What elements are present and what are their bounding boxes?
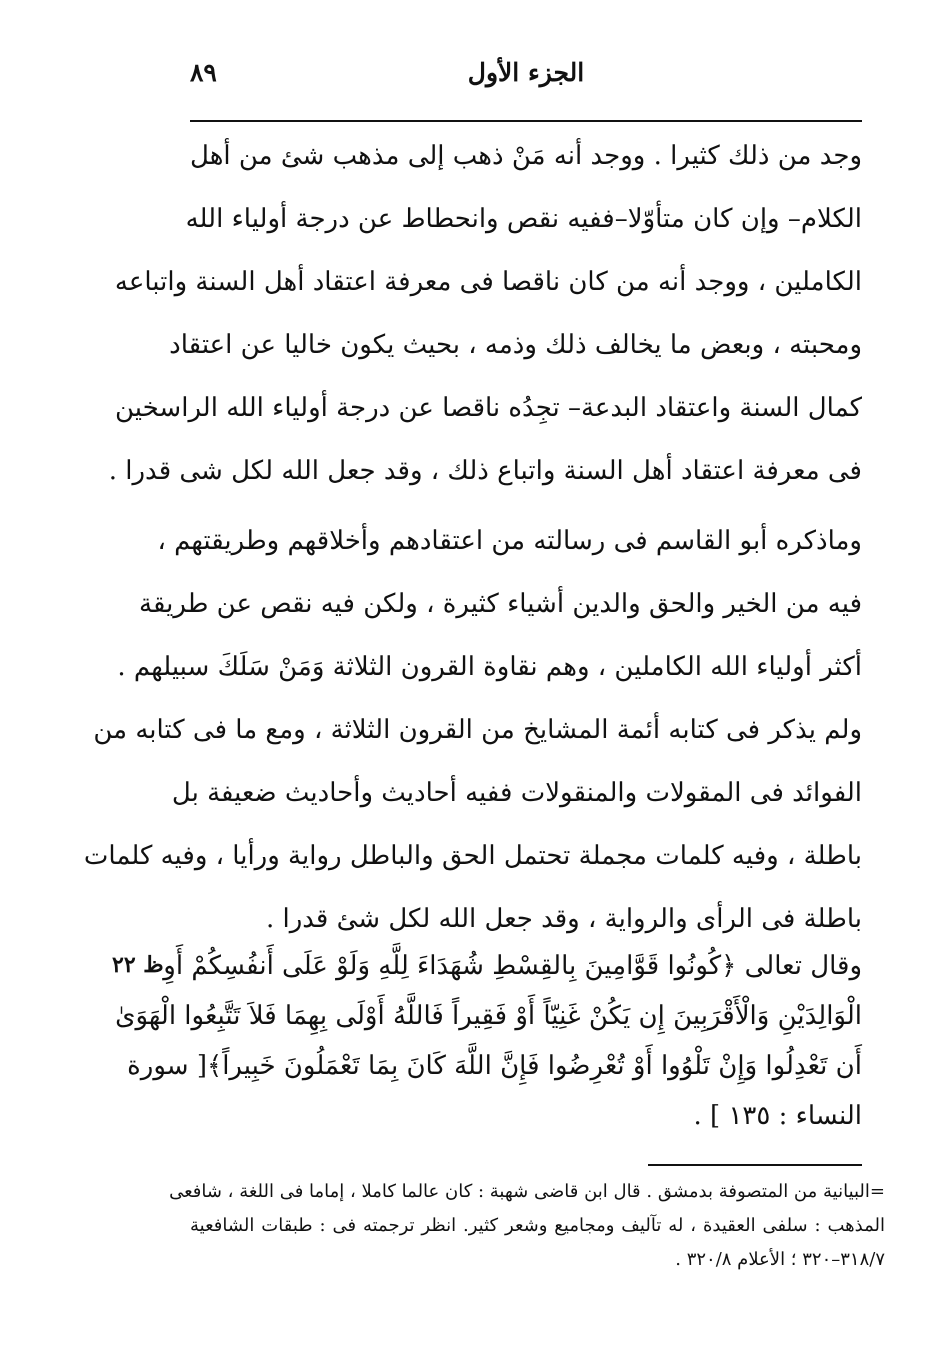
text-line: وجد من ذلك كثيرا . ووجد أنه مَنْ ذهب إلى مذهب شئ من أهل (190, 141, 862, 171)
text-line: باطلة فى الرأى والرواية ، وقد جعل الله لكل شئ قدرا . (265, 904, 862, 934)
footnote (169, 1180, 885, 1282)
text-line: ولم يذكر فى كتابه أئمة المشايخ من القرون الثلاثة ، ومع ما فى كتابه من (93, 715, 862, 745)
text-line: الفوائد فى المقولات والمنقولات ففيه أحاديث وأحاديث ضعيفة بل (171, 778, 862, 808)
text-line: باطلة ، وفيه كلمات مجملة تحتمل الحق والباطل رواية ورأيا ، وفيه كلمات (83, 841, 862, 871)
footnote-rule (648, 1164, 862, 1166)
text-line: الكلام– وإن كان متأوّلا–ففيه نقص وانحطاط عن درجة أولياء الله (185, 204, 862, 234)
text-line: أَن تَعْدِلُوا وَإِنْ تَلْوُوا أَوْ تُعْرِضُوا فَإِنَّ اللَّهَ كَانَ بِمَا تَعْمَلُونَ خَبِيراً﴾[ سورة (127, 1051, 862, 1081)
text-line: وماذكره أبو القاسم فى رسالته من اعتقادهم وأخلاقهم وطريقتهم ، (157, 526, 862, 556)
header-title: الجزء الأول (467, 58, 585, 87)
margin-note: ظ ٢٢ (112, 952, 164, 978)
text-line: الكاملين ، ووجد أنه من كان ناقصا فى معرفة اعتقاد أهل السنة واتباعه (114, 267, 862, 297)
header-rule (190, 120, 862, 122)
text-line: ومحبته ، وبعض ما يخالف ذلك وذمه ، بحيث يكون خاليا عن اعتقاد (169, 330, 862, 360)
footnote-line: ٣١٨/٧–٣٢٠ ؛ الأعلام ٣٢٠/٨ . (675, 1249, 885, 1270)
text-line: كمال السنة واعتقاد البدعة– تجِدُه ناقصا عن درجة أولياء الله الراسخين (115, 393, 862, 423)
paragraph-1 (108, 140, 862, 518)
text-line: فى معرفة اعتقاد أهل السنة واتباع ذلك ، وقد جعل الله لكل شى قدرا . (108, 456, 862, 486)
text-line: النساء : ١٣٥ ] . (693, 1101, 862, 1131)
text-line: أكثر أولياء الله الكاملين ، وهم نقاوة القرون الثلاثة وَمَنْ سَلَكَ سبيلهم . (117, 652, 862, 682)
running-header (190, 58, 862, 98)
text-line: الْوَالِدَيْنِ وَالْأَقْرَبِينَ إِن يَكُنْ غَنِيّاً أَوْ فَقِيراً فَاللَّهُ أَوْلَى بِهِمَا فَلاَ تَتَّبِعُوا الْهَوَىٰ (115, 1001, 862, 1031)
footnote-line: =البيانية من المتصوفة بدمشق . قال ابن قاضى شهبة : كان عالما كاملا ، إماما فى اللغة ، شافعى (169, 1181, 885, 1202)
footnote-line: المذهب : سلفى العقيدة ، له تآليف ومجاميع وشعر كثير. انظر ترجمته فى : طبقات الشافعية (190, 1215, 885, 1236)
text-line: فيه من الخير والحق والدين أشياء كثيرة ، ولكن فيه نقص عن طريقة (139, 589, 862, 619)
text-line: وقال تعالى ﴿كُونُوا قَوَّامِينَ بِالقِسْطِ شُهَدَاءَ لِلَّهِ وَلَوْ عَلَى أَنفُسِكُمْ أَوِ (163, 951, 862, 981)
page-number: ٨٩ (190, 58, 217, 87)
